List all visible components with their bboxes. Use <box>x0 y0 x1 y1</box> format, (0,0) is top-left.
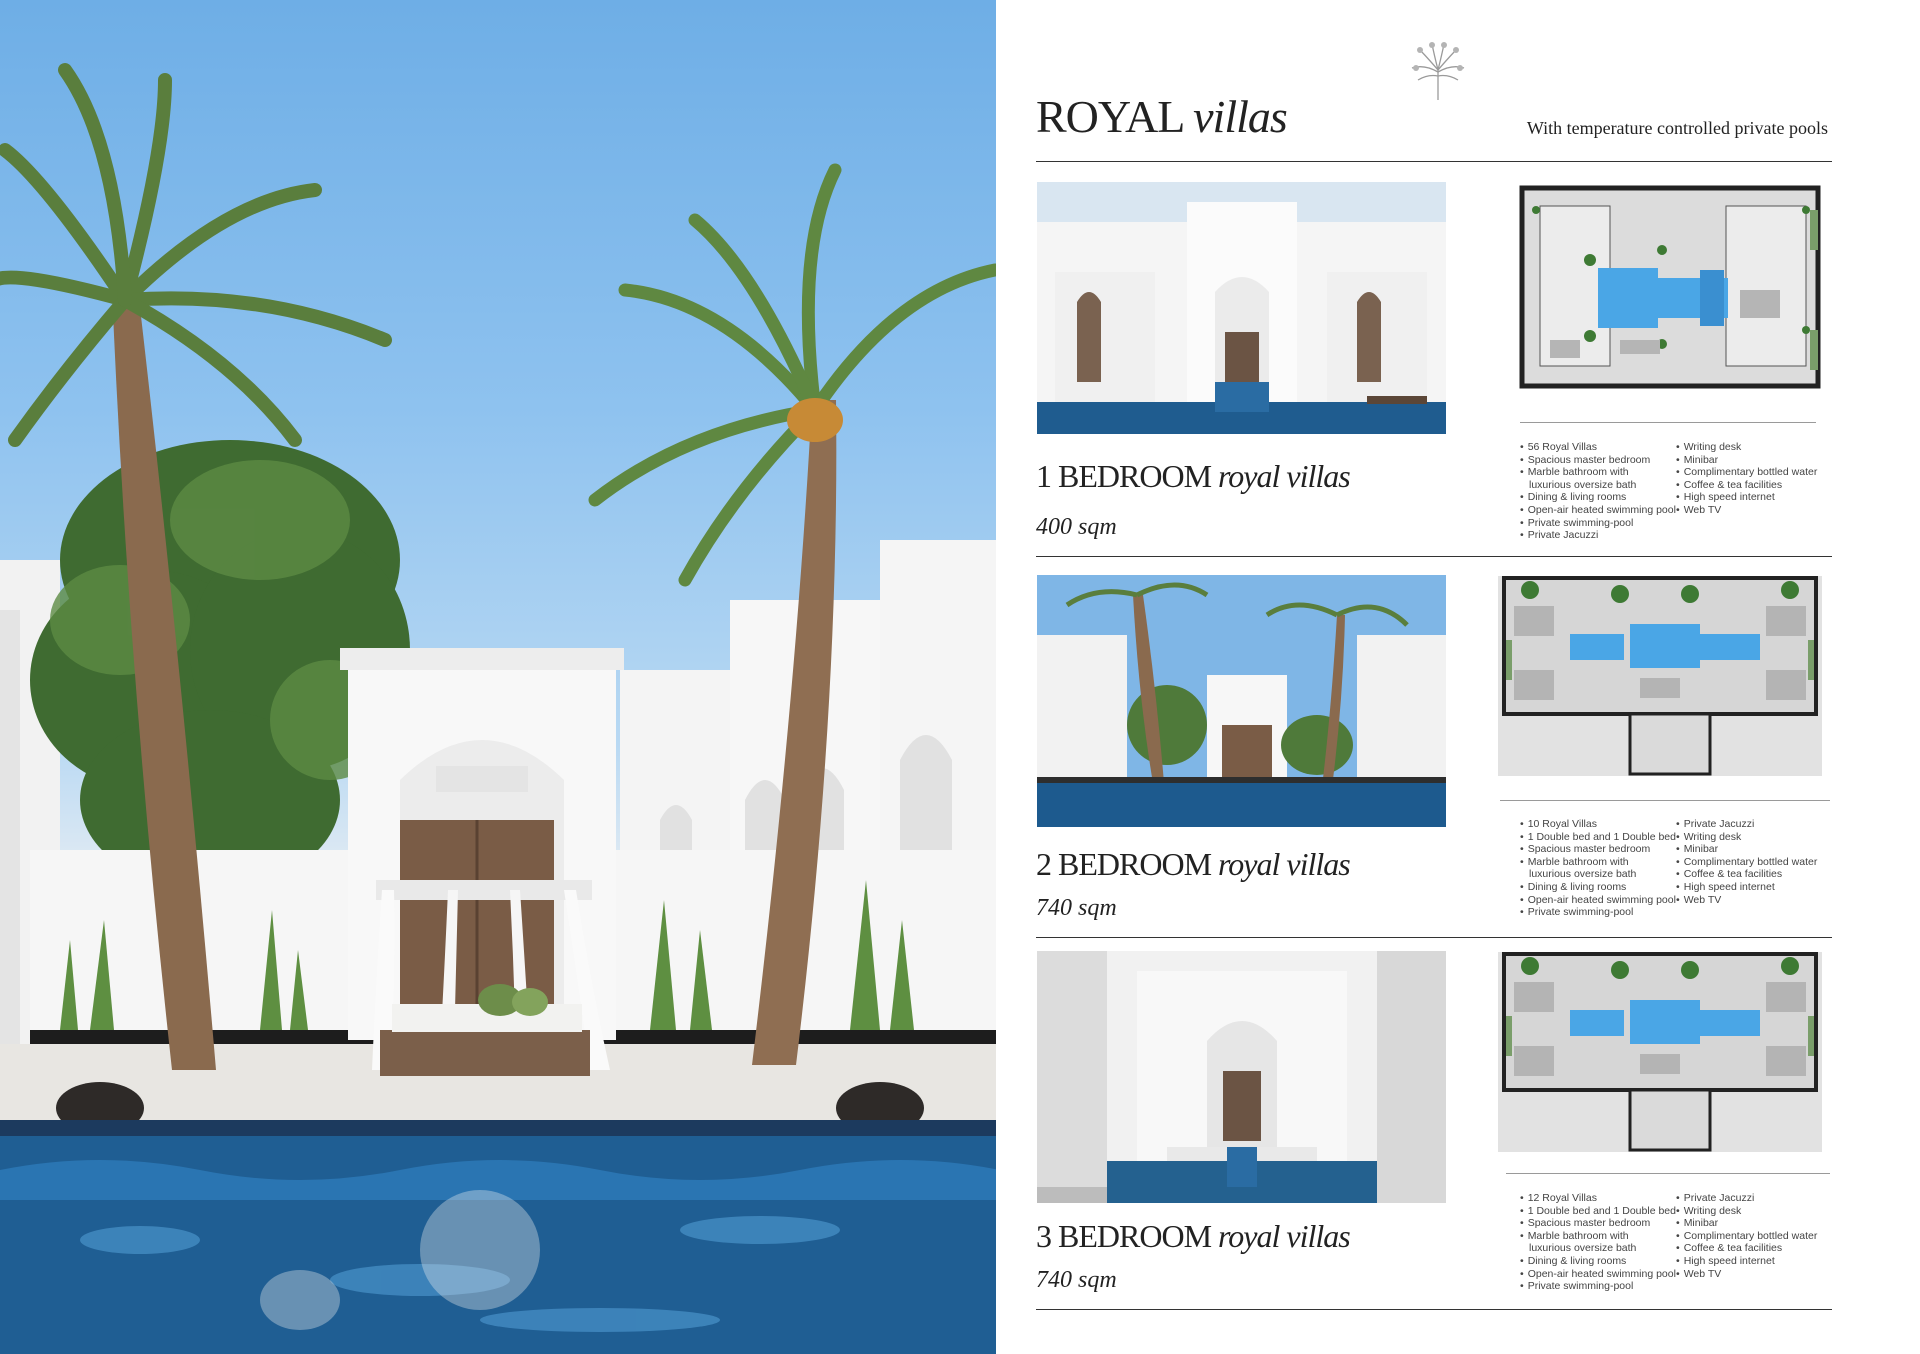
feature-item: • Complimentary bottled water <box>1676 466 1817 479</box>
villa-3-plan-divider <box>1506 1173 1830 1174</box>
feature-item: • Dining & living rooms <box>1520 491 1676 504</box>
villa-2-plan-divider <box>1500 800 1830 801</box>
feature-item: • Marble bathroom with <box>1520 1230 1676 1243</box>
feature-item: • 1 Double bed and 1 Double bed <box>1520 831 1676 844</box>
feature-item: • 56 Royal Villas <box>1520 441 1676 454</box>
feature-item: • Writing desk <box>1676 441 1817 454</box>
feature-item: • Complimentary bottled water <box>1676 1230 1817 1243</box>
villa-3-size: 740 sqm <box>1036 1267 1117 1293</box>
villa-2-name-italic: royal villas <box>1218 846 1350 882</box>
feature-item: • Open-air heated swimming pool <box>1520 504 1676 517</box>
feature-item: • Complimentary bottled water <box>1676 856 1817 869</box>
villa-1-floor-plan <box>1490 180 1830 390</box>
villa-3-features-right <box>1676 1192 1817 1280</box>
feature-item: • Open-air heated swimming pool <box>1520 894 1676 907</box>
feature-item: • Spacious master bedroom <box>1520 843 1676 856</box>
feature-item: • Minibar <box>1676 1217 1817 1230</box>
feature-item: luxurious oversize bath <box>1529 1242 1637 1255</box>
villa-2-floor-plan <box>1490 570 1830 780</box>
tree-logo-icon <box>1406 42 1470 102</box>
villa-2-size: 740 sqm <box>1036 895 1117 921</box>
villa-1-features-left <box>1520 441 1676 542</box>
feature-item: • Dining & living rooms <box>1520 881 1676 894</box>
villa-1-name-main: 1 BEDROOM <box>1036 458 1212 494</box>
feature-item: • Spacious master bedroom <box>1520 1217 1676 1230</box>
feature-item: • Spacious master bedroom <box>1520 454 1676 467</box>
villas-info-page <box>996 0 1920 1354</box>
villa-1-features-right <box>1676 441 1817 517</box>
feature-item: • Minibar <box>1676 843 1817 856</box>
feature-item: • Marble bathroom with <box>1520 466 1676 479</box>
feature-item: • 10 Royal Villas <box>1520 818 1676 831</box>
villa-1-divider <box>1036 556 1832 557</box>
villa-2-photo <box>1037 575 1446 827</box>
feature-item: luxurious oversize bath <box>1529 868 1637 881</box>
villa-3-photo <box>1037 951 1446 1203</box>
villa-2-features-left <box>1520 818 1676 919</box>
feature-item: • Open-air heated swimming pool <box>1520 1268 1676 1281</box>
feature-item: • Private swimming-pool <box>1520 906 1676 919</box>
feature-item: • Coffee & tea facilities <box>1676 1242 1817 1255</box>
villa-1-plan-divider <box>1520 422 1816 423</box>
page-subtitle: With temperature controlled private pools <box>1526 118 1828 138</box>
feature-item: • Minibar <box>1676 454 1817 467</box>
page-title <box>1036 90 1287 143</box>
title-main: ROYAL <box>1036 91 1183 142</box>
villa-1-size: 400 sqm <box>1036 514 1117 540</box>
feature-item: luxurious oversize bath <box>1529 478 1637 491</box>
feature-item: • 1 Double bed and 1 Double bed <box>1520 1205 1676 1218</box>
feature-item: • High speed internet <box>1676 491 1817 504</box>
feature-item: • Private Jacuzzi <box>1676 818 1817 831</box>
villa-3-name-italic: royal villas <box>1218 1218 1350 1254</box>
feature-item: • 12 Royal Villas <box>1520 1192 1676 1205</box>
villa-3-floor-plan <box>1490 946 1830 1156</box>
villa-1-heading <box>1036 458 1350 495</box>
villa-2-name-main: 2 BEDROOM <box>1036 846 1212 882</box>
villa-3-divider <box>1036 1309 1832 1310</box>
header-divider <box>1036 161 1832 162</box>
feature-item: • Web TV <box>1676 504 1817 517</box>
villa-2-features-right <box>1676 818 1817 906</box>
villa-2-divider <box>1036 937 1832 938</box>
feature-item: • Writing desk <box>1676 1205 1817 1218</box>
feature-item: • Web TV <box>1676 1268 1817 1281</box>
feature-item: • Private swimming-pool <box>1520 517 1676 530</box>
villa-1-photo <box>1037 182 1446 434</box>
feature-item: • Coffee & tea facilities <box>1676 479 1817 492</box>
feature-item: • High speed internet <box>1676 1255 1817 1268</box>
feature-item: • Writing desk <box>1676 831 1817 844</box>
villa-2-heading <box>1036 846 1350 883</box>
villa-3-name-main: 3 BEDROOM <box>1036 1218 1212 1254</box>
feature-item: • Coffee & tea facilities <box>1676 868 1817 881</box>
feature-item: • Private Jacuzzi <box>1520 529 1676 542</box>
villa-3-features-left <box>1520 1192 1676 1293</box>
feature-item: • Dining & living rooms <box>1520 1255 1676 1268</box>
title-italic: villas <box>1193 91 1287 142</box>
feature-item: • Web TV <box>1676 894 1817 907</box>
villa-1-name-italic: royal villas <box>1218 458 1350 494</box>
feature-item: • Marble bathroom with <box>1520 856 1676 869</box>
feature-item: • Private Jacuzzi <box>1676 1192 1817 1205</box>
villa-3-heading <box>1036 1218 1350 1255</box>
feature-item: • Private swimming-pool <box>1520 1280 1676 1293</box>
feature-item: • High speed internet <box>1676 881 1817 894</box>
